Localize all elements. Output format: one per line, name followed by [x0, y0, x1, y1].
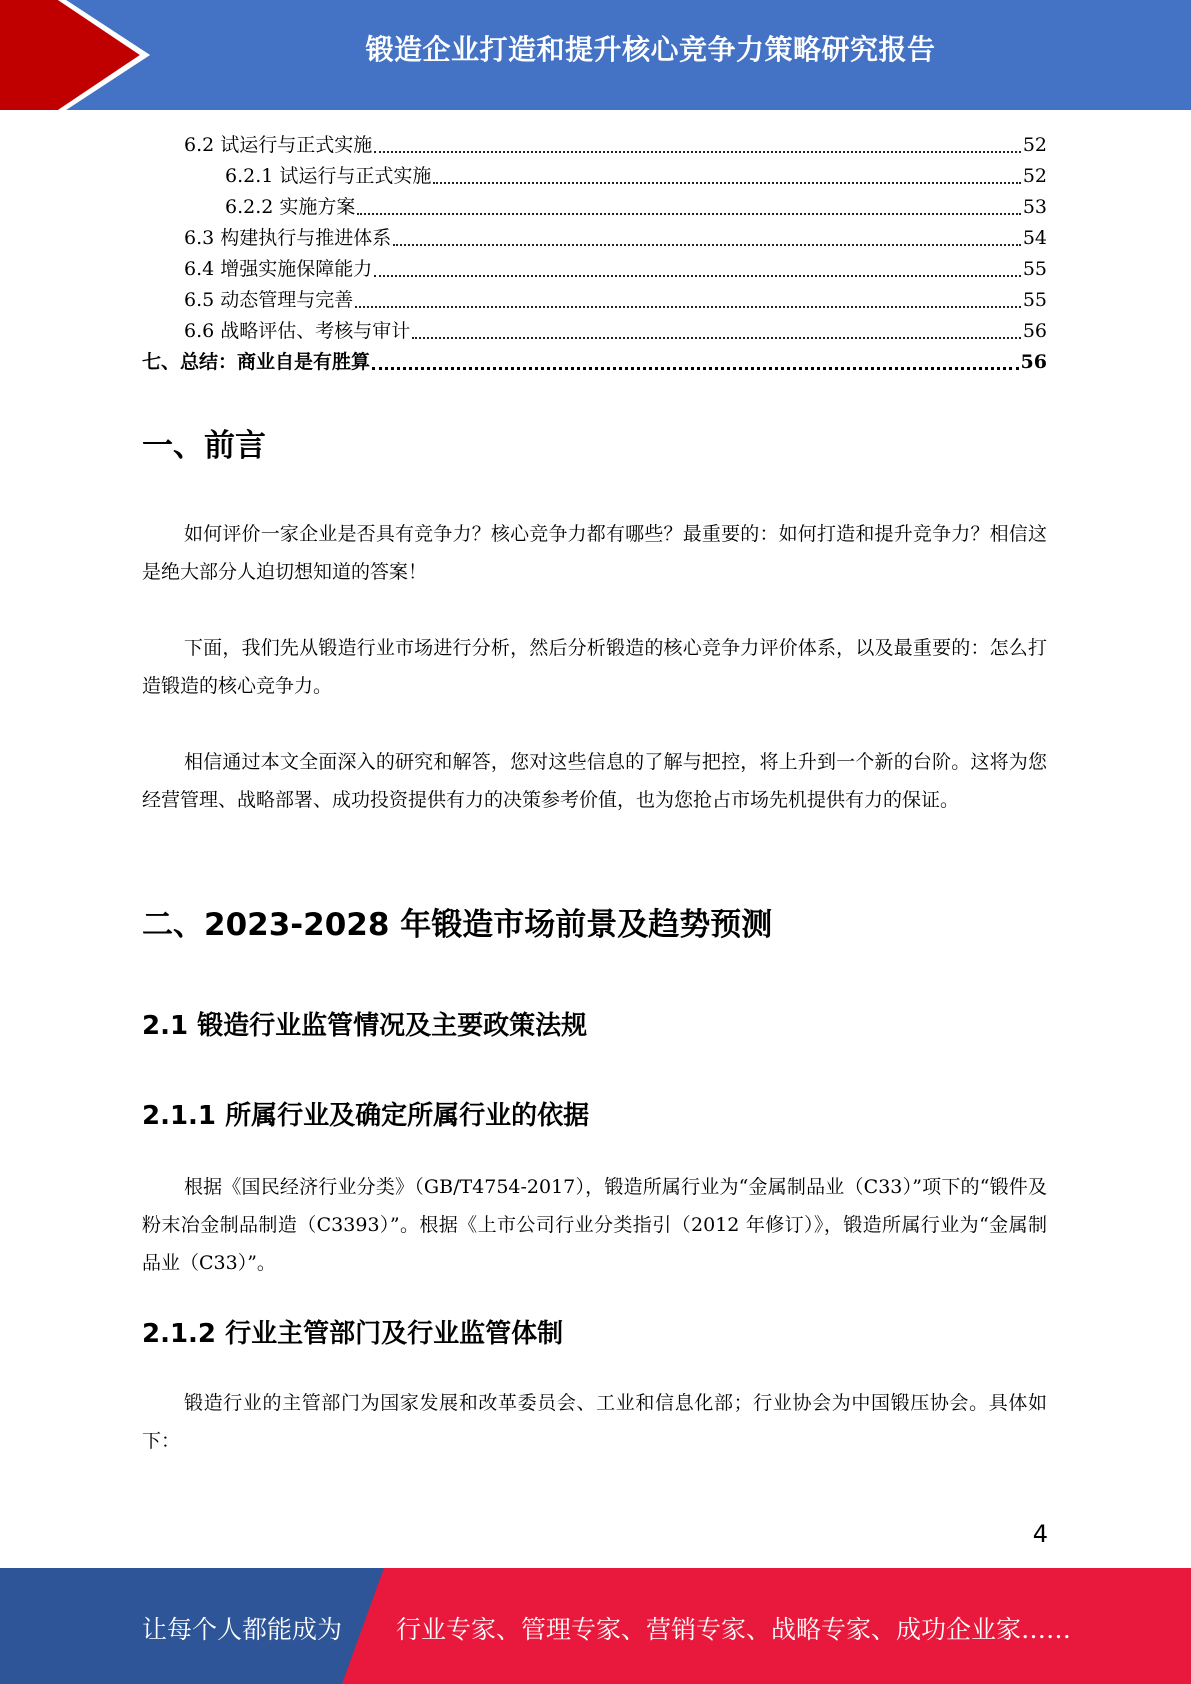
toc-leader-dots [433, 182, 1020, 184]
header-arrow-decoration [0, 0, 160, 110]
preface-paragraph-1: 如何评价一家企业是否具有竞争力？核心竞争力都有哪些？最重要的：如何打造和提升竞争力？相信这是绝大部分人迫切想知道的答案！ [142, 523, 1047, 583]
section-2-1-2-heading: 2.1.2 行业主管部门及行业监管体制 [142, 1319, 564, 1349]
section-2-1-2-paragraph: 锻造行业的主管部门为国家发展和改革委员会、工业和信息化部；行业协会为中国锻压协会。具体如下： [142, 1392, 1047, 1452]
toc-entry[interactable] [142, 223, 1047, 254]
toc-entry[interactable] [142, 254, 1047, 285]
preface-paragraph-3: 相信通过本文全面深入的研究和解答，您对这些信息的了解与把控，将上升到一个新的台阶。这将为您经营管理、战略部署、成功投资提供有力的决策参考价值，也为您抢占市场先机提供有力的保证。 [142, 751, 1047, 811]
toc-entry-label: 七、总结：商业自是有胜算 [142, 351, 371, 373]
toc-entry-page: 56 [1022, 320, 1047, 342]
toc-entry-label: 6.2.1 试运行与正式实施 [225, 165, 432, 187]
preface-paragraph-2: 下面，我们先从锻造行业市场进行分析，然后分析锻造的核心竞争力评价体系，以及最重要的：怎么打造锻造的核心竞争力。 [142, 637, 1047, 697]
toc-leader-dots [393, 244, 1021, 246]
toc-entry-page: 53 [1022, 196, 1047, 218]
header-title: 锻造企业打造和提升核心竞争力策略研究报告 [365, 33, 936, 66]
toc-entry-page: 55 [1022, 289, 1047, 311]
table-of-contents [142, 130, 1047, 378]
toc-leader-dots [372, 367, 1019, 370]
toc-leader-dots [374, 151, 1021, 153]
toc-entry-page: 54 [1022, 227, 1047, 249]
toc-entry[interactable] [142, 130, 1047, 161]
toc-entry-label: 6.5 动态管理与完善 [184, 289, 354, 311]
preface-heading: 一、前言 [142, 428, 266, 464]
toc-entry[interactable] [142, 161, 1047, 192]
footer-slogan-right: 行业专家、管理专家、营销专家、战略专家、成功企业家…… [396, 1615, 1072, 1644]
section-2-1-1-paragraph: 根据《国民经济行业分类》（GB/T4754-2017），锻造所属行业为“金属制品业（C33）”项下的“锻件及粉末冶金制品制造（C3393）”。根据《上市公司行业分类指引（2012 年修订）》，锻造所属行业为“金属制品业（C33）”。 [142, 1176, 1047, 1274]
page-footer [0, 1568, 1191, 1684]
page-number: 4 [1032, 1520, 1048, 1548]
toc-entry[interactable] [142, 285, 1047, 316]
toc-entry-label: 6.6 战略评估、考核与审计 [184, 320, 411, 342]
toc-entry[interactable] [142, 316, 1047, 347]
toc-leader-dots [357, 213, 1020, 215]
toc-entry-label: 6.2.2 实施方案 [225, 196, 356, 218]
section-2-1-heading: 2.1 锻造行业监管情况及主要政策法规 [142, 1011, 588, 1041]
toc-entry-page: 52 [1022, 134, 1047, 156]
page-header [0, 0, 1191, 110]
toc-entry-label: 6.4 增强实施保障能力 [184, 258, 373, 280]
footer-slogan-left: 让每个人都能成为 [142, 1615, 343, 1644]
toc-leader-dots [412, 337, 1021, 339]
toc-leader-dots [374, 275, 1021, 277]
toc-entry-label: 6.2 试运行与正式实施 [184, 134, 373, 156]
section-2-1-1-heading: 2.1.1 所属行业及确定所属行业的依据 [142, 1101, 590, 1131]
toc-entry-page: 55 [1022, 258, 1047, 280]
toc-entry-label: 6.3 构建执行与推进体系 [184, 227, 392, 249]
toc-entry[interactable] [142, 347, 1047, 378]
toc-entry[interactable] [142, 192, 1047, 223]
toc-leader-dots [355, 306, 1021, 308]
toc-entry-page: 56 [1020, 351, 1047, 373]
toc-entry-page: 52 [1022, 165, 1047, 187]
chapter-2-heading: 二、2023-2028 年锻造市场前景及趋势预测 [142, 907, 773, 943]
